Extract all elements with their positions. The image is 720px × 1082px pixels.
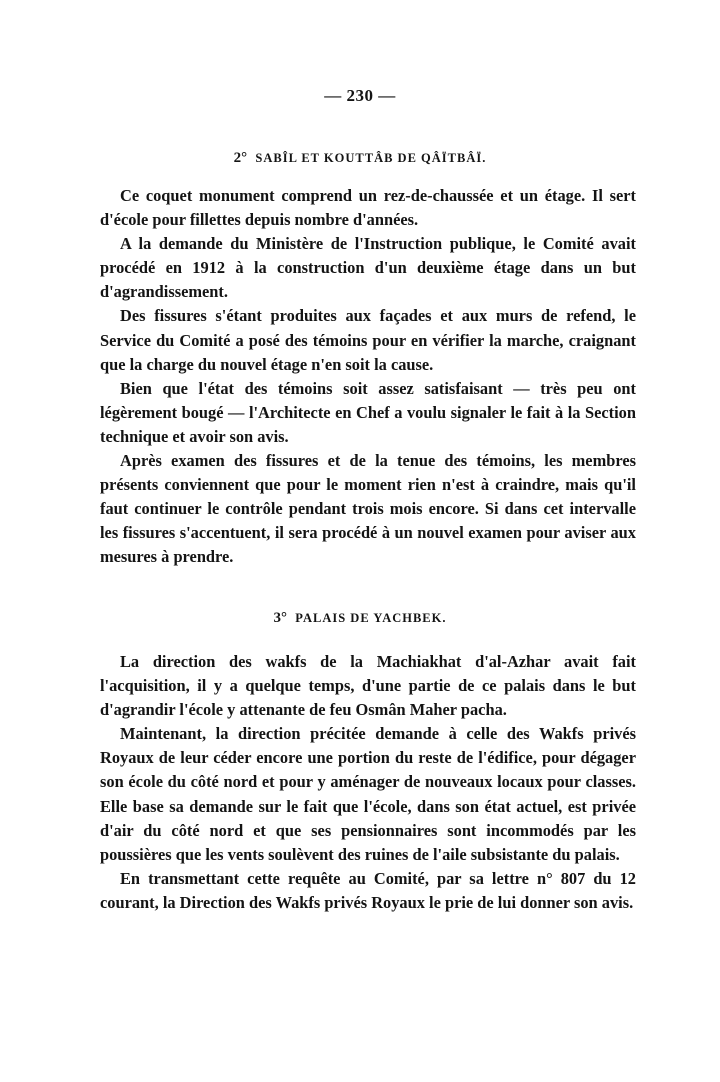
paragraph: Maintenant, la direction précitée demande à celle des Wakfs privés Royaux de leur céder encore une portion du reste de l'édifice, pour dégager son école du côté nord et pour y aménager de nouveaux locaux pour classes. Elle base sa demande sur le fait que l'école, dans son état actuel, est privée d'air du côté nord et que ses pensionnaires sont incommodés par les poussières que les vents soulèvent des ruines de l'aile subsistante du palais. [100,724,636,864]
section-body-palais [100,650,636,915]
paragraph: La direction des wakfs de la Machiakhat d'al-Azhar avait fait l'acquisition, il y a quelque temps, d'une partie de ce palais dans le but d'agrandir l'école y attenante de feu Osmân Maher pacha. [100,652,636,720]
section-number: 2° [233,150,248,166]
paragraph: Bien que l'état des témoins soit assez satisfaisant — très peu ont légèrement bougé — l'Architecte en Chef a voulu signaler le fait à la Section technique et avoir son avis. [100,378,636,446]
paragraph: A la demande du Ministère de l'Instruction publique, le Comité avait procédé en 1912 à la construction d'un deuxième étage dans un but d'agrandissement. [100,234,636,302]
section-title: PALAIS DE YACHBEK. [295,611,447,625]
section-number: 3° [273,610,287,626]
section-body-sabil [100,184,636,570]
section-title: SABÎL ET KOUTTÂB DE QÂÏTBÂÏ. [255,151,487,165]
section-heading-sabil [0,150,720,167]
paragraph: Après examen des fissures et de la tenue des témoins, les membres présents conviennent que pour le moment rien n'est à craindre, mais qu'il faut continuer le contrôle pendant trois mois encore. Si dans cet intervalle les fissures s'accentuent, il sera procédé à un nouvel examen pour aviser aux mesures à prendre. [100,451,636,567]
section-heading-palais [0,610,720,627]
paragraph: Ce coquet monument comprend un rez-de-chaussée et un étage. Il sert d'école pour fillettes depuis nombre d'années. [100,186,636,230]
page-number: — 230 — [324,86,396,105]
paragraph: Des fissures s'étant produites aux façades et aux murs de refend, le Service du Comité a posé des témoins pour en vérifier la marche, craignant que la charge du nouvel étage n'en soit la cause. [100,306,636,374]
paragraph: En transmettant cette requête au Comité, par sa lettre n° 807 du 12 courant, la Direction des Wakfs privés Royaux le prie de lui donner son avis. [100,868,636,912]
